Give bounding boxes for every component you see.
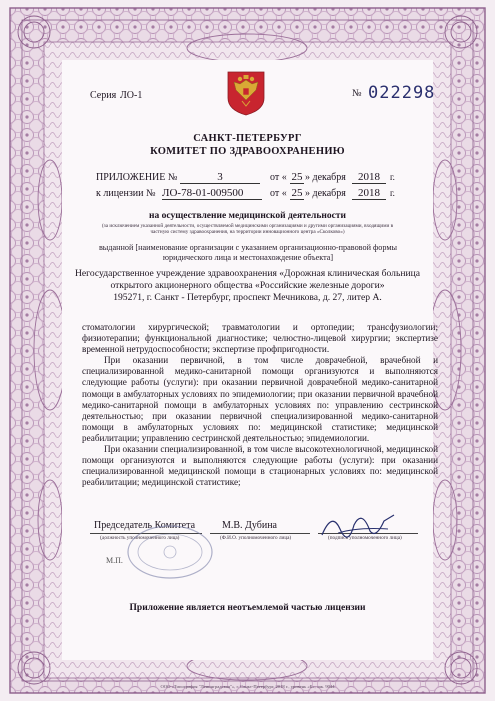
license-date-prefix: от «: [270, 188, 287, 199]
appendix-number: 3: [180, 171, 260, 184]
organization-address: 195271, г. Санкт - Петербург, проспект Мечникова, д. 27, литер А.: [113, 292, 382, 303]
signer-name-caption: (Ф.И.О. уполномоченного лица): [220, 535, 292, 541]
number-label: №: [352, 88, 362, 99]
services-paragraph-1: стоматологии хирургической; травматологии и ортопедии; трансфузиологии; физиотерапии; функциональной диагностике; челюстно-лицевой хирургии; экспертизе временной нетрудоспособности; экспертизе профпригодности.: [82, 322, 438, 355]
services-paragraph-2: При оказании первичной, в том числе доврачебной, врачебной и специализированной медико-санитарной помощи организуются и выполняются следующие работы (услуги): при оказании первичной доврачебной медико-санитарной помощи в амбулаторных условиях по эпидемиологии; при оказании первичной врачебной медико-санитарной помощи в амбулаторных условиях по: управлению сестринской деятельностью; при оказании первичной специализированной медико-санитарной помощи в амбулаторных условиях по: медицинской статистике; медицинской реабилитации; управлению сестринской деятельностью; эпидемиологии.: [82, 355, 438, 443]
issued-to-caption: выданной [наименование организации с указанием организационно-правовой формы юридического лица и местонахождение объекта]: [98, 243, 398, 262]
organization-line-1: Негосударственное учреждение здравоохранения «Дорожная клиническая больница: [75, 268, 420, 279]
services-text: [82, 322, 438, 488]
issuer-committee: КОМИТЕТ ПО ЗДРАВООХРАНЕНИЮ: [150, 146, 345, 157]
appendix-year-suffix: г.: [390, 172, 395, 182]
footer-note: Приложение является неотъемлемой частью лицензии: [129, 603, 366, 613]
official-stamp-icon: [124, 520, 216, 580]
issuer-city: САНКТ-ПЕТЕРБУРГ: [193, 133, 302, 144]
license-year-suffix: г.: [390, 188, 395, 198]
russian-coat-of-arms-icon: [226, 70, 266, 116]
appendix-month: » декабря: [305, 172, 346, 183]
appendix-date-prefix: от «: [270, 172, 287, 183]
series-value: ЛО-1: [120, 90, 143, 101]
appendix-year: 2018: [352, 171, 386, 184]
license-number: ЛО-78-01-009500: [162, 187, 262, 200]
services-paragraph-3: При оказании специализированной, в том числе высокотехнологичной, медицинской помощи организуются и выполняются следующие работы (услуги): при оказании специализированной медицинской помощи в стационарных условиях по: медицинской реабилитации; медицинской статистике;: [82, 444, 438, 488]
license-year: 2018: [352, 187, 386, 200]
activity-title: на осуществление медицинской деятельности: [149, 211, 346, 221]
form-number: 022298: [368, 83, 436, 103]
handwritten-signature-icon: [318, 505, 398, 545]
organization-line-2: открытого акционерного общества «Российские железные дороги»: [110, 280, 385, 291]
signer-position: Председатель Комитета: [94, 520, 196, 531]
stamp-label: М.П.: [106, 556, 123, 565]
appendix-label: ПРИЛОЖЕНИЕ №: [96, 172, 178, 183]
license-day: 25: [291, 187, 303, 199]
signer-name: М.В. Дубина: [222, 520, 277, 531]
series-label: Серия: [90, 90, 117, 101]
license-month: » декабря: [305, 188, 346, 199]
printer-info: ООО «Типография "Ленинградская"», г. Санкт-Петербург, 2018 г., уровень «Б», зак. 9044: [160, 684, 335, 689]
appendix-day: 25: [291, 171, 303, 183]
activity-note: (за исключением указанной деятельности, осуществляемой медицинскими организациями и другими организациями, входящими в частную систему здравоохранения, на территории инновационного центра «Сколково»): [101, 223, 394, 235]
license-label: к лицензии №: [96, 188, 156, 199]
signature-caption: (подпись уполномоченного лица): [328, 535, 402, 541]
signer-position-caption: (должность уполномоченного лица): [100, 535, 180, 541]
